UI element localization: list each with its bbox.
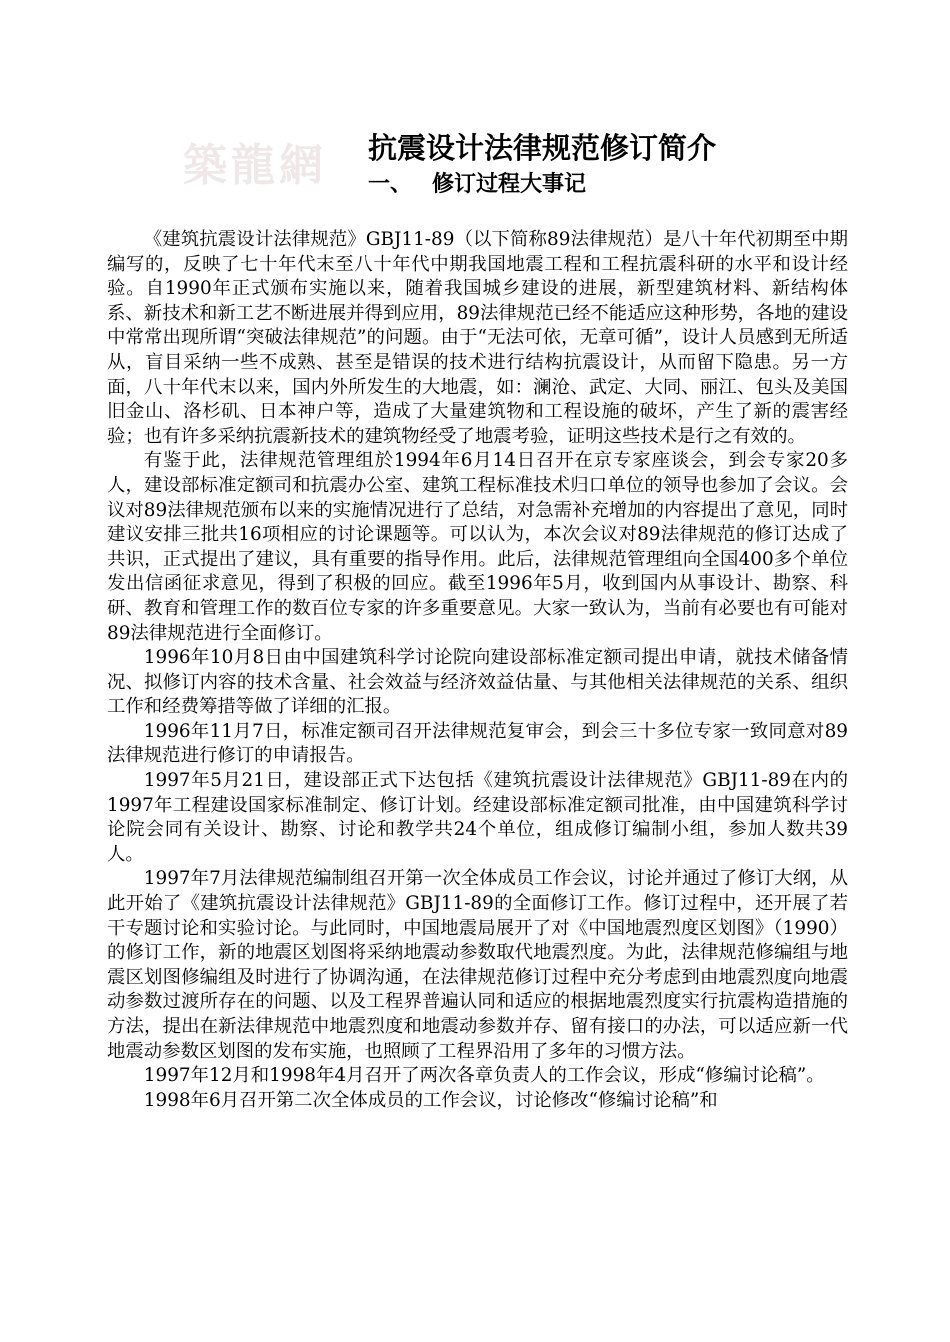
paragraph: 1998年6月召开第二次全体成员的工作会议，讨论修改“修编讨论稿”和 (143, 1089, 718, 1111)
paragraph: 1996年11月7日，标准定额司召开法律规范复审会，到会三十多位专家一致同意对89法律规范进行修订的申请报告。 (107, 720, 848, 767)
document-body (107, 228, 848, 1113)
section-number: 一、 (368, 172, 413, 197)
section-heading (368, 174, 586, 196)
paragraph: 1996年10月8日由中国建筑科学讨论院向建设部标准定额司提出申请，就技术储备情况、拟修订内容的技术含量、社会效益与经济效益估量、与其他相关法律规范的关系、组织工作和经费筹措等做了详细的汇报。 (107, 647, 848, 718)
watermark-logo: 築龍網 (183, 140, 327, 191)
section-heading-text: 修订过程大事记 (432, 172, 587, 197)
paragraph: 有鉴于此，法律规范管理组於1994年6月14日召开在京专家座谈会，到会专家20多人，建设部标准定额司和抗震办公室、建筑工程标准技术归口单位的领导也参加了会议。会议对89法律规范颁布以来的实施情况进行了总结，对急需补充增加的内容提出了意见，同时建议安排三批共16项相应的讨论课题等。可以认为，本次会议对89法律规范的修订达成了共识，正式提出了建议，具有重要的指导作用。此后，法律规范管理组向全国400多个单位发出信函征求意见，得到了积极的回应。截至1996年5月，收到国内从事设计、勘察、科研、教育和管理工作的数百位专家的许多重要意见。大家一致认为，当前有必要也有可能对89法律规范进行全面修订。 (107, 450, 848, 644)
paragraph: 1997年5月21日，建设部正式下达包括《建筑抗震设计法律规范》GBJ11-89在内的1997年工程建设国家标准制定、修订计划。经建设部标准定额司批准，由中国建筑科学讨论院会同有关设计、勘察、讨论和教学共24个单位，组成修订编制小组，参加人数共39人。 (107, 770, 848, 865)
paragraph: 1997年7月法律规范编制组召开第一次全体成员工作会议，讨论并通过了修订大纲，从此开始了《建筑抗震设计法律规范》GBJ11-89的全面修订工作。修订过程中，还开展了若干专题讨论和实验讨论。与此同时，中国地震局展开了对《中国地震烈度区划图》（1990）的修订工作，新的地震区划图将采纳地震动参数取代地震烈度。为此，法律规范修编组与地震区划图修编组及时进行了协调沟通，在法律规范修订过程中充分考虑到由地震烈度向地震动参数过渡所存在的问题、以及工程界普遍认同和适应的根据地震烈度实行抗震构造措施的方法，提出在新法律规范中地震烈度和地震动参数并存、留有接口的办法，可以适应新一代地震动参数区划图的发布实施，也照顾了工程界沿用了多年的习惯方法。 (107, 868, 848, 1062)
page-title: 抗震设计法律规范修订简介 (368, 131, 717, 165)
paragraph: 1997年12月和1998年4月召开了两次各章负责人的工作会议，形成“修编讨论稿”。 (143, 1065, 825, 1087)
paragraph: 《建筑抗震设计法律规范》GBJ11-89（以下简称89法律规范）是八十年代初期至中期编写的，反映了七十年代末至八十年代中期我国地震工程和工程抗震科研的水平和设计经验。自1990年正式颁布实施以来，随着我国城乡建设的进展，新型建筑材料、新结构体系、新技术和新工艺不断进展并得到应用，89法律规范已经不能适应这种形势，各地的建设中常常出现所谓“突破法律规范”的问题。由于“无法可依，无章可循”，设计人员感到无所适从，盲目采纳一些不成熟、甚至是错误的技术进行结构抗震设计，从而留下隐患。另一方面，八十年代末以来，国内外所发生的大地震，如：澜沧、武定、大同、丽江、包头及美国旧金山、洛杉矶、日本神户等，造成了大量建筑物和工程设施的破坏，产生了新的震害经验；也有许多采纳抗震新技术的建筑物经受了地震考验，证明这些技术是行之有效的。 (107, 229, 848, 447)
